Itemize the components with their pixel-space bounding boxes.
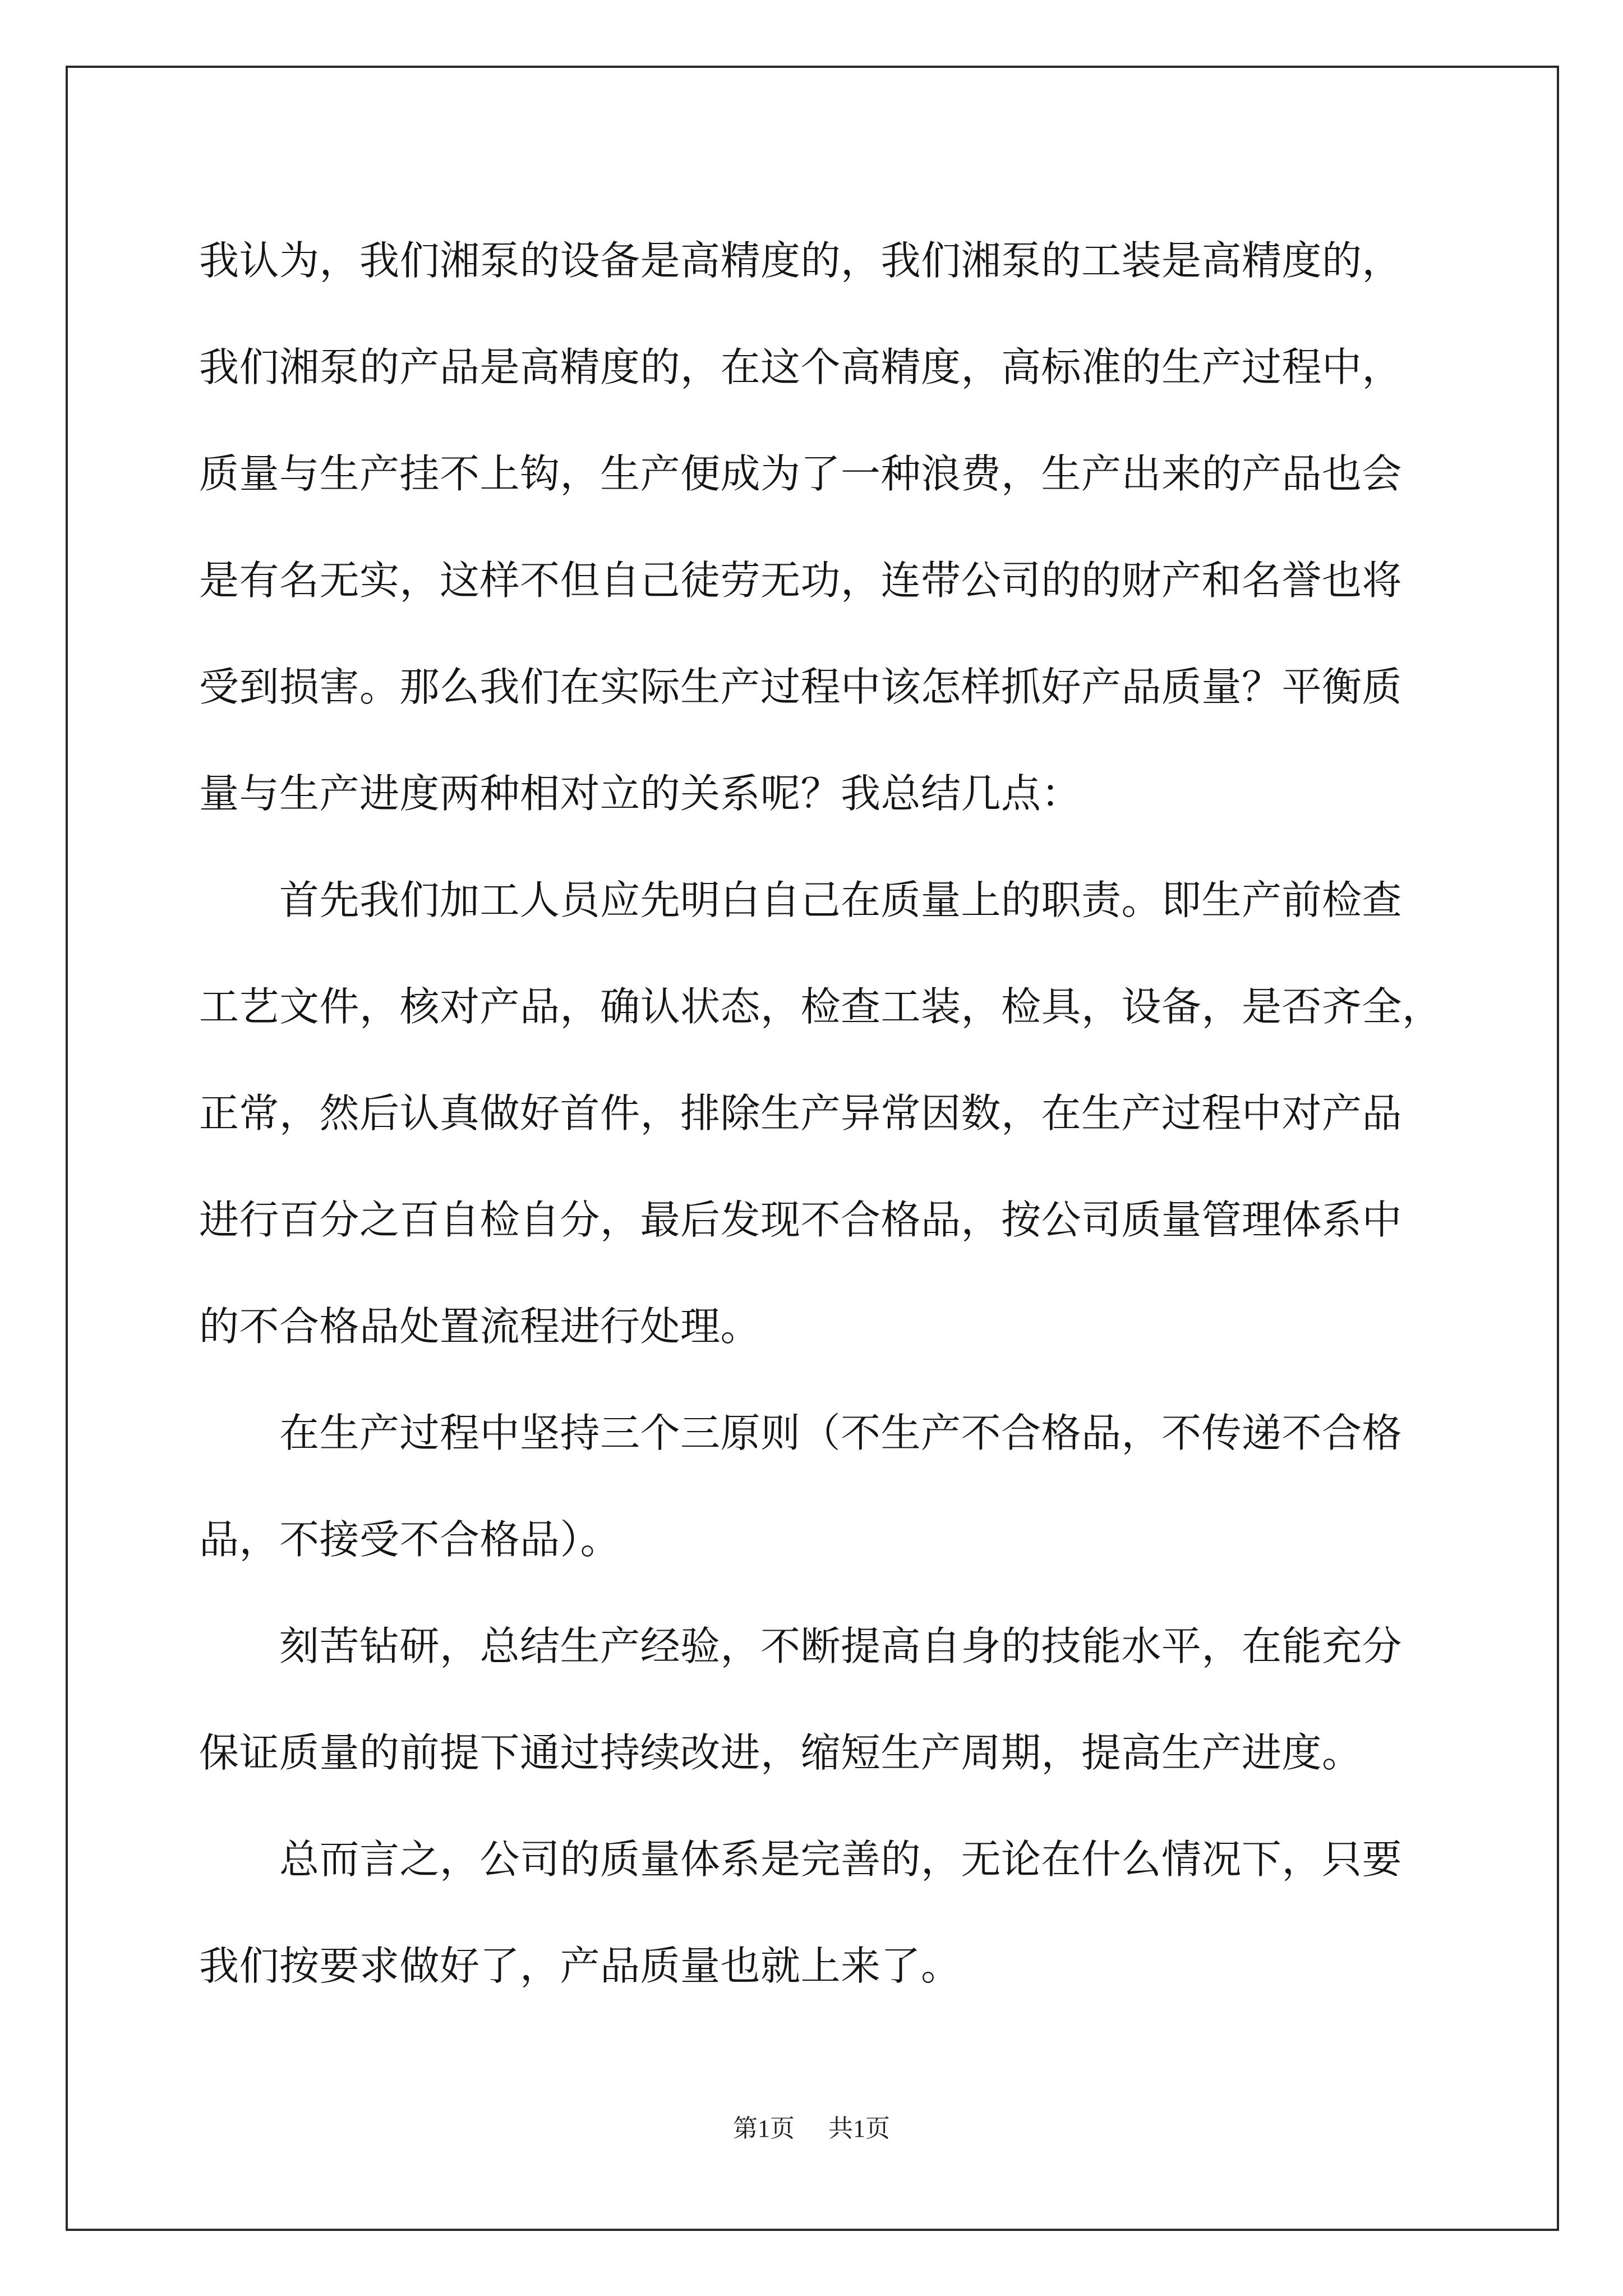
text-line: 品，不接受不合格品）。 — [199, 1516, 621, 1563]
text-line: 质量与生产挂不上钩，生产便成为了一种浪费，生产出来的产品也会 — [199, 450, 1403, 497]
text-line: 正常，然后认真做好首件，排除生产异常因数，在生产过程中对产品 — [199, 1090, 1403, 1137]
page-footer — [0, 2112, 1623, 2146]
text-line: 我认为，我们湘泵的设备是高精度的，我们湘泵的工装是高精度的， — [199, 237, 1403, 284]
text-line: 我们按要求做好了，产品质量也就上来了。 — [199, 1943, 961, 1989]
text-line: 是有名无实，这样不但自己徒劳无功，连带公司的的财产和名誉也将 — [199, 557, 1403, 604]
page-total: 共1页 — [828, 2115, 890, 2142]
text-line: 的不合格品处置流程进行处理。 — [199, 1303, 761, 1350]
text-line: 受到损害。那么我们在实际生产过程中该怎样抓好产品质量？平衡质 — [199, 664, 1403, 710]
text-line: 我们湘泵的产品是高精度的，在这个高精度，高标准的生产过程中， — [199, 344, 1403, 390]
text-line: 刻苦钻研，总结生产经验，不断提高自身的技能水平，在能充分 — [199, 1623, 1403, 1669]
page-number: 第1页 — [733, 2115, 795, 2142]
text-line: 在生产过程中坚持三个三原则（不生产不合格品，不传递不合格 — [199, 1410, 1403, 1456]
text-line: 首先我们加工人员应先明白自己在质量上的职责。即生产前检查 — [199, 877, 1403, 923]
text-line: 工艺文件，核对产品，确认状态，检查工装，检具，设备，是否齐全， — [199, 983, 1442, 1030]
text-line: 总而言之，公司的质量体系是完善的，无论在什么情况下，只要 — [199, 1836, 1403, 1883]
text-line: 量与生产进度两种相对立的关系呢？我总结几点： — [199, 770, 1082, 817]
text-line: 进行百分之百自检自分，最后发现不合格品，按公司质量管理体系中 — [199, 1197, 1403, 1243]
text-line: 保证质量的前提下通过持续改进，缩短生产周期，提高生产进度。 — [199, 1729, 1362, 1776]
document-body — [199, 208, 1444, 2019]
